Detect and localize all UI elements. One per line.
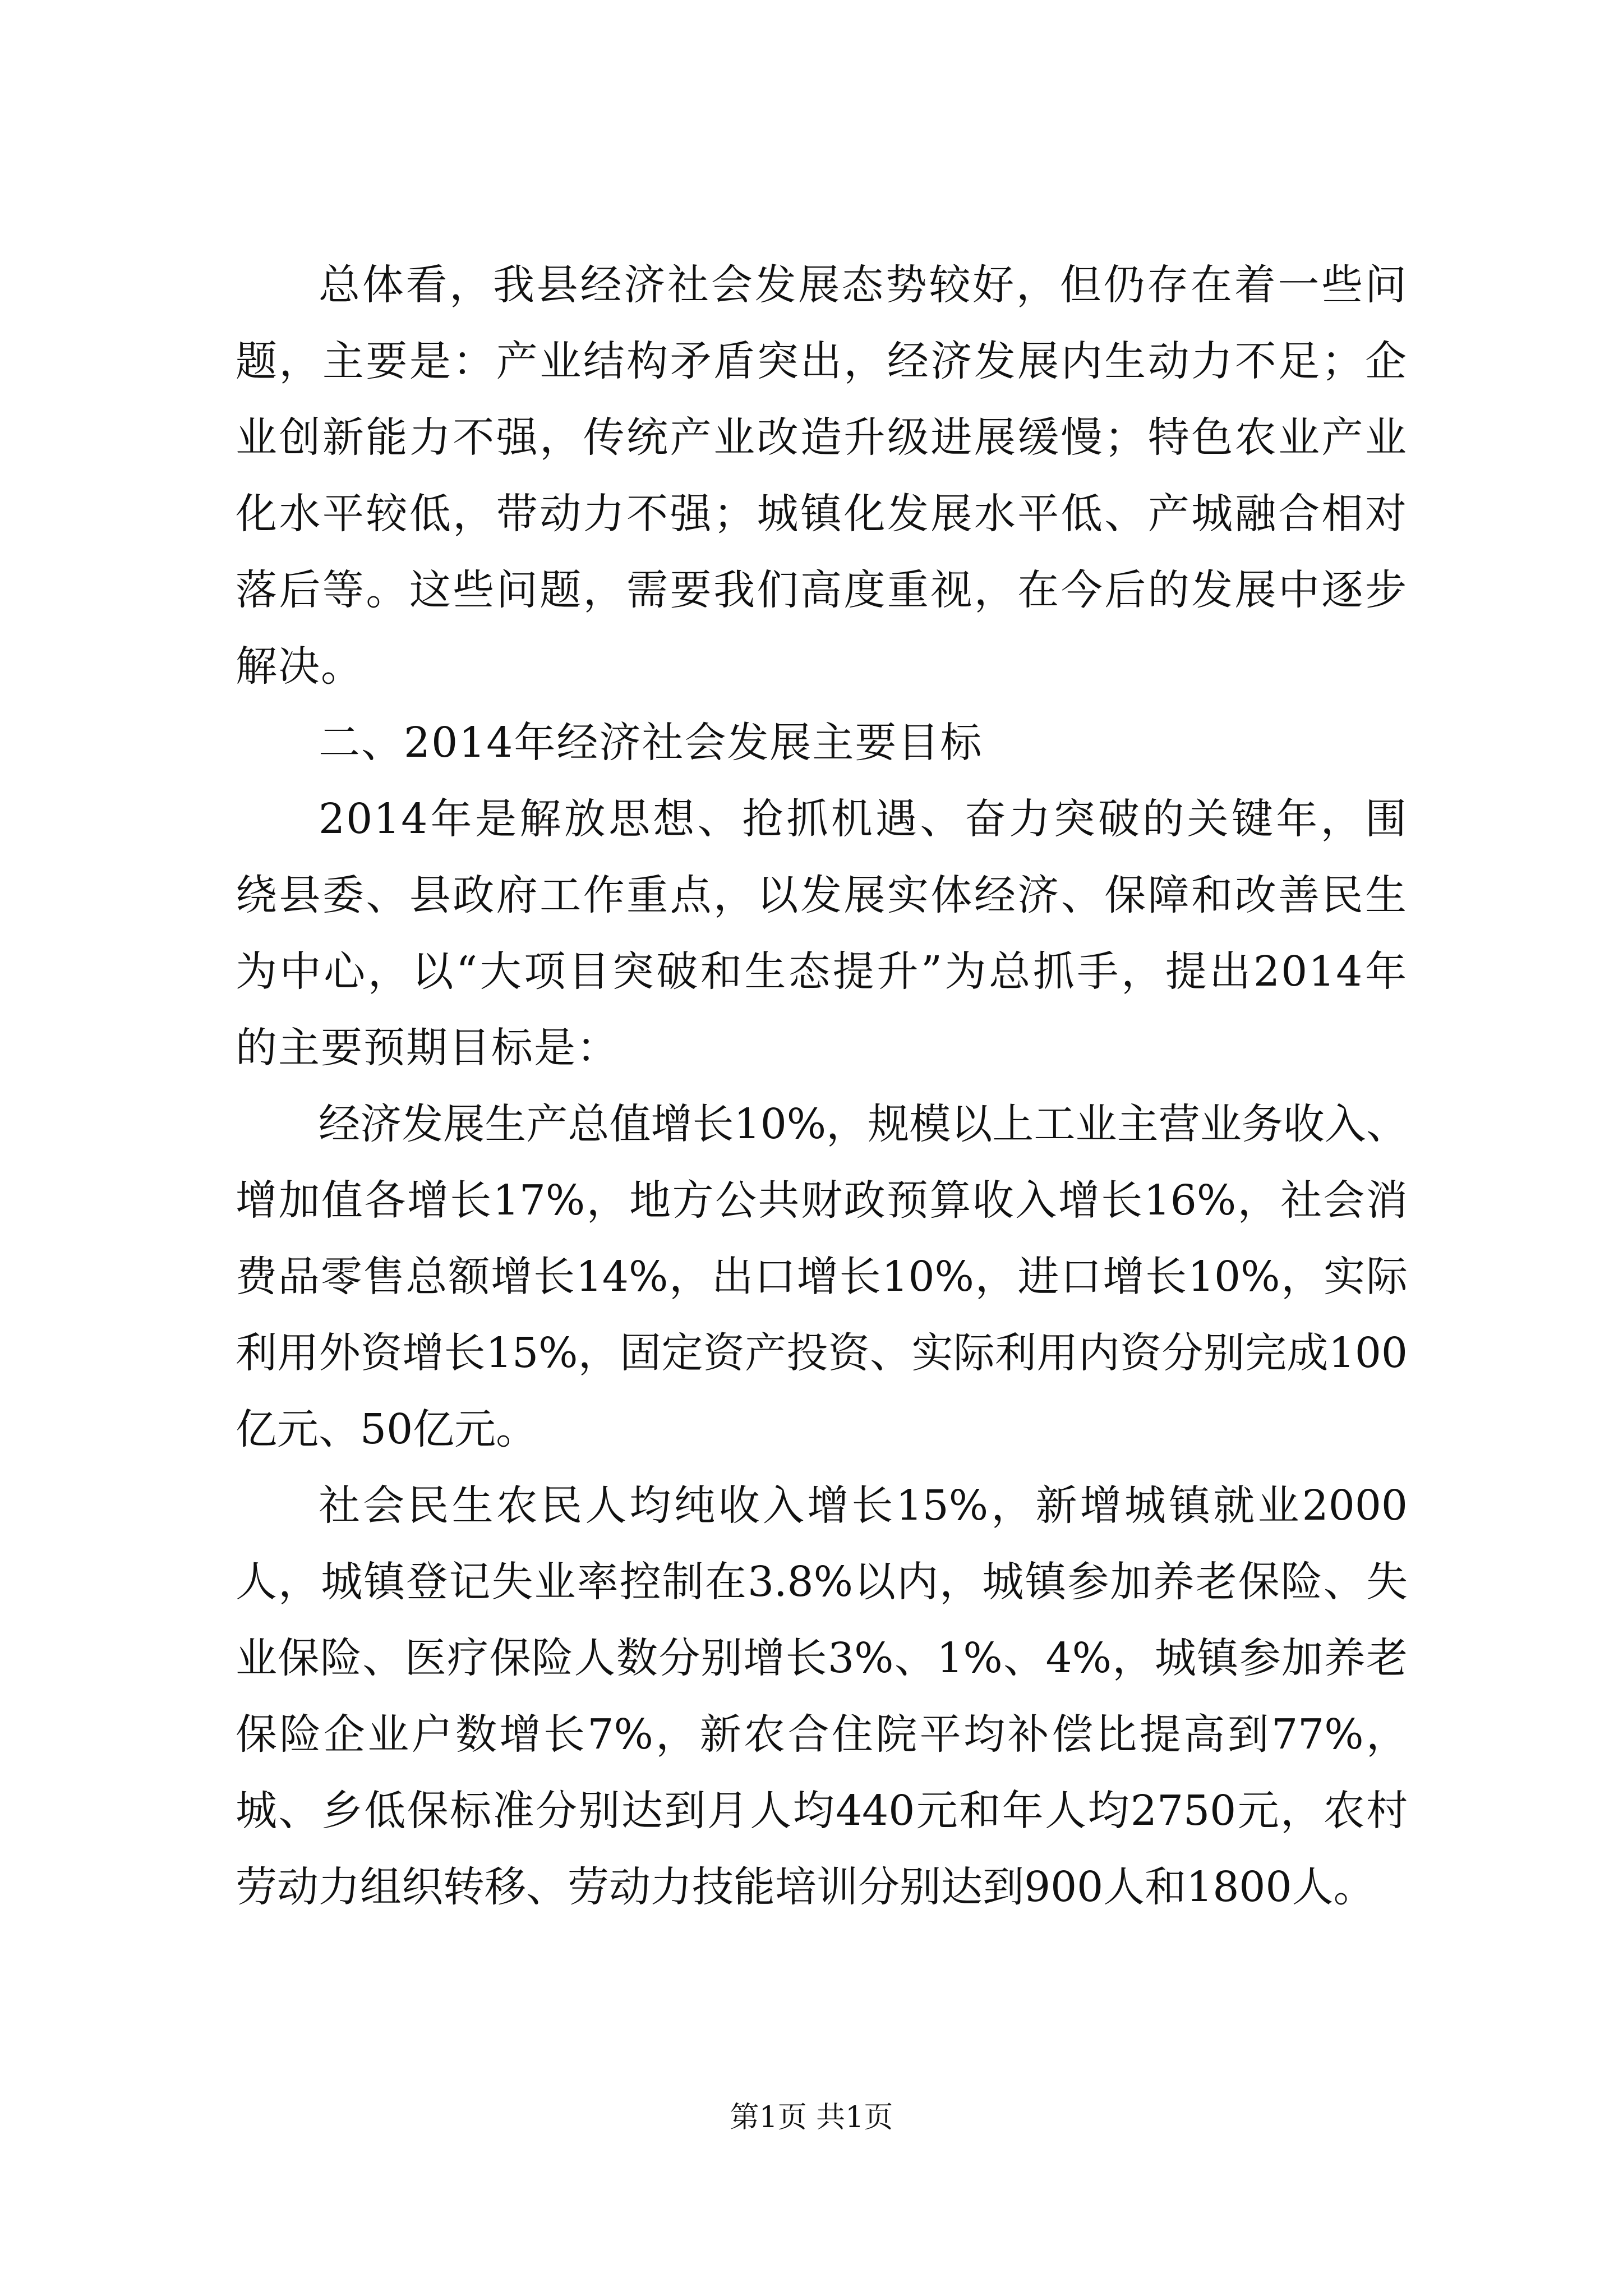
- paragraph-problems-summary: 总体看，我县经济社会发展态势较好，但仍存在着一些问题，主要是：产业结构矛盾突出，经济发展内生动力不足；企业创新能力不强，传统产业改造升级进展缓慢；特色农业产业化水平较低，带动力不强；城镇化发展水平低、产城融合相对落后等。这些问题，需要我们高度重视，在今后的发展中逐步解决。: [236, 261, 1408, 691]
- page-footer: 第1页 共1页: [730, 2101, 893, 2134]
- document-body: [236, 247, 1408, 1925]
- paragraph-2014-overview: 2014年是解放思想、抢抓机遇、奋力突破的关键年，围绕县委、县政府工作重点，以发展实体经济、保障和改善民生为中心，以“大项目突破和生态提升”为总抓手，提出2014年的主要预期目标是：: [236, 795, 1408, 1072]
- paragraph-economic-targets: 经济发展生产总值增长10%，规模以上工业主营业务收入、增加值各增长17%，地方公共财政预算收入增长16%，社会消费品零售总额增长14%，出口增长10%，进口增长10%，实际利用外资增长15%，固定资产投资、实际利用内资分别完成100亿元、50亿元。: [236, 1100, 1408, 1453]
- paragraph-social-targets: 社会民生农民人均纯收入增长15%，新增城镇就业2000人，城镇登记失业率控制在3.8%以内，城镇参加养老保险、失业保险、医疗保险人数分别增长3%、1%、4%，城镇参加养老保险企业户数增长7%，新农合住院平均补偿比提高到77%，城、乡低保标准分别达到月人均440元和年人均2750元，农村劳动力组织转移、劳动力技能培训分别达到900人和1800人。: [236, 1481, 1408, 1911]
- section-heading-2014-goals: 二、2014年经济社会发展主要目标: [319, 719, 983, 767]
